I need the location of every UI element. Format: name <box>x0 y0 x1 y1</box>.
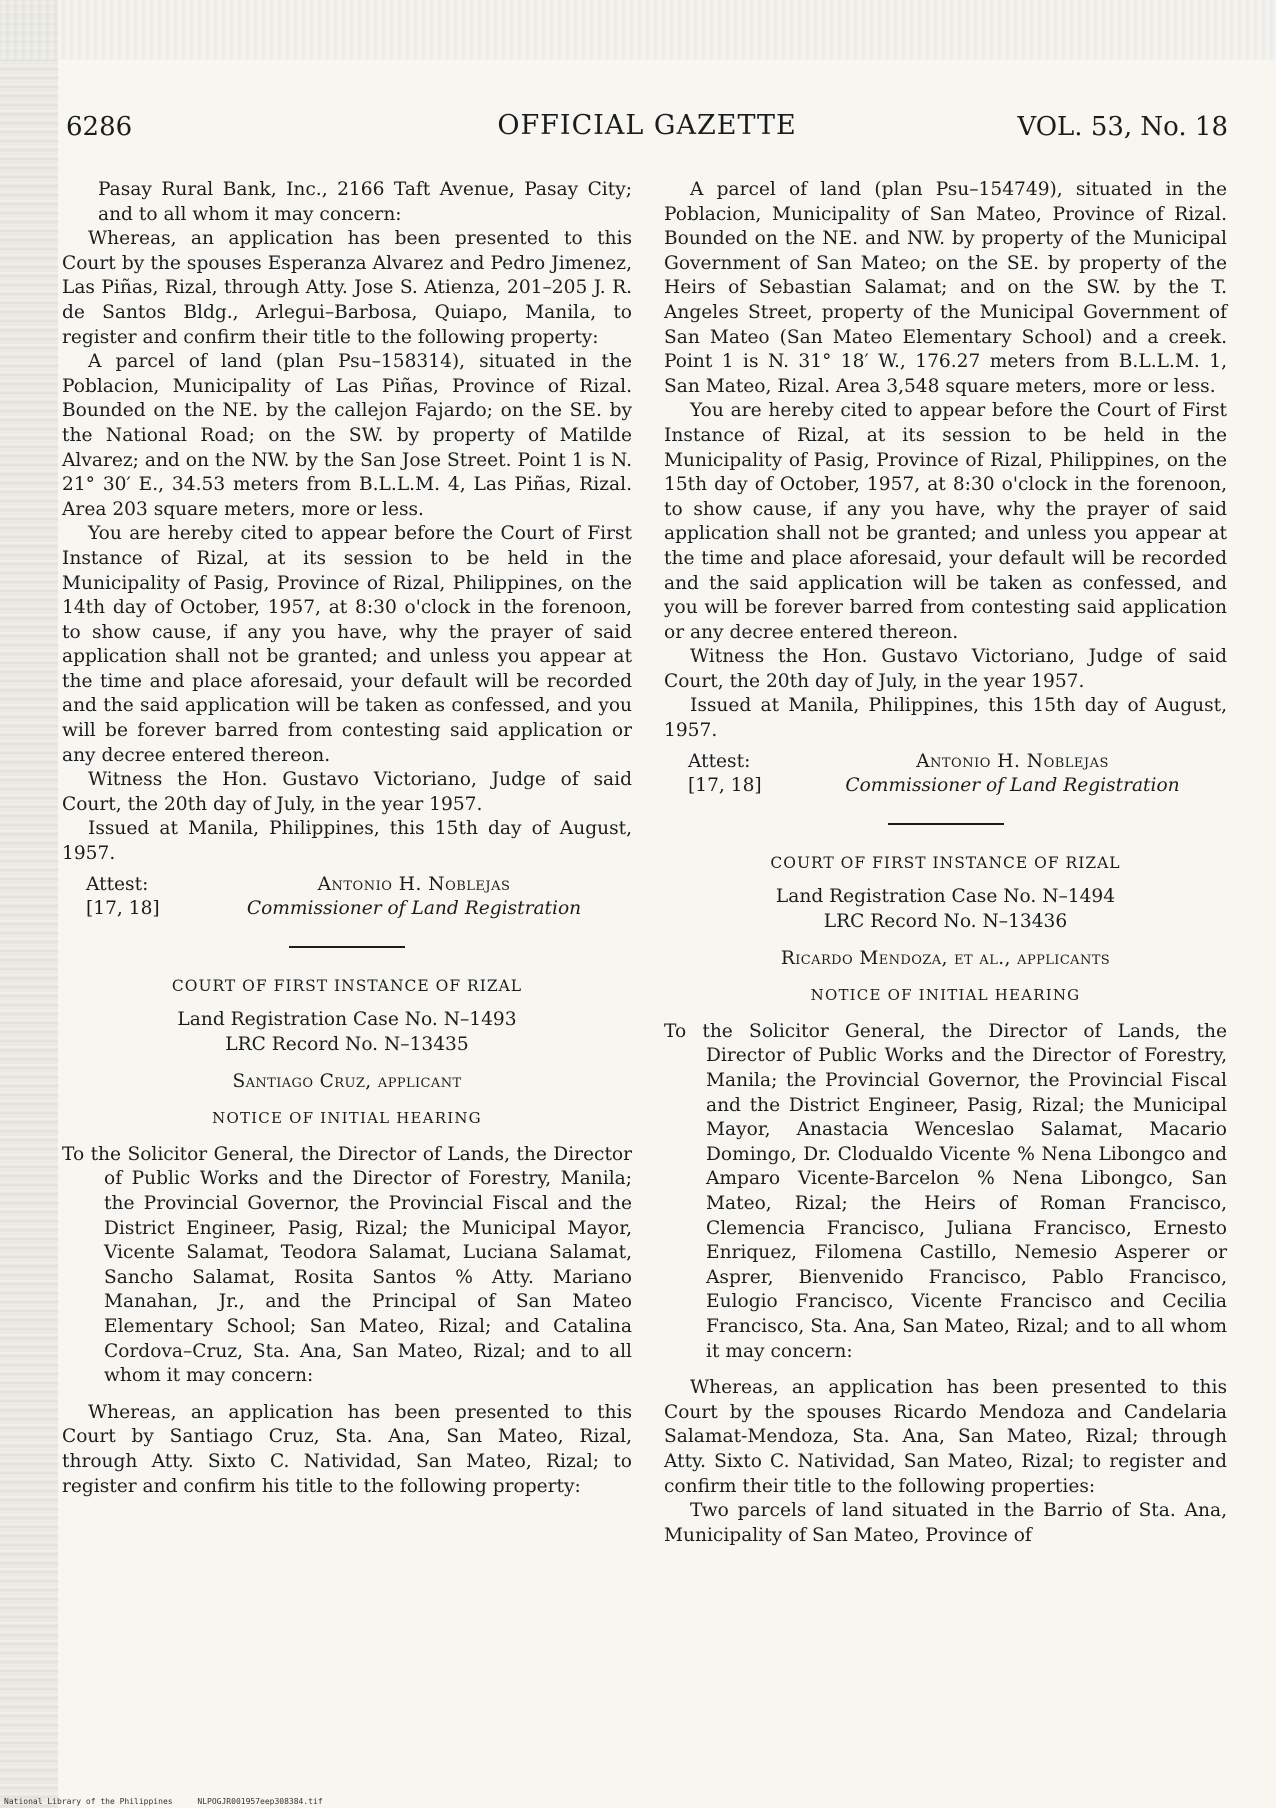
left-citation: You are hereby cited to appear before the Court of First Instance of Rizal, at its session to be held in the Municipality of Pasig, Province of Rizal, Philippines, on the 14th day of October, 1957, at 8:30 o'clock in the forenoon, to show cause, if any you have, why the prayer of said application shall not be granted; and unless you appear at the time and place aforesaid, your default will be recorded and the said application will be taken as confessed, and you will be forever barred from contesting said application or any decree entered thereon. <box>62 523 632 766</box>
section-divider <box>289 946 405 948</box>
attest-signatory: Antonio H. Noblejas <box>916 750 1109 772</box>
footer-library: National Library of the Philippines <box>4 1797 173 1806</box>
attest-title: Commissioner of Land Registration <box>845 775 1180 797</box>
court-heading: COURT OF FIRST INSTANCE OF RIZAL <box>171 976 523 995</box>
addressees: To the Solicitor General, the Director of Lands, the Director of Public Works and the Director of Forestry, Manila; the Provincial Governor, the Provincial Fiscal and the District Engineer, Pasig, Rizal; the Municipal Mayor, Vicente Salamat, Teodora Salamat, Luciana Salamat, Sancho Salamat, Rosita Santos % Atty. Mariano Manahan, Jr., and the Principal of San Mateo Elementary School; San Mateo, Rizal; and Catalina Cordova–Cruz, Sta. Ana, San Mateo, Rizal; and to all whom it may concern: <box>62 1143 632 1387</box>
page-header <box>66 108 1228 148</box>
left-parcel-description: A parcel of land (plan Psu–158314), situated in the Poblacion, Municipality of Las Piñas, Province of Rizal. Bounded on the NE. by the callejon Fajardo; on the SE. by the National Road; on the SW. by property of Matilde Alvarez; and on the NW. by the San Jose Street. Point 1 is N. 21° 30′ E., 34.53 meters from B.L.L.M. 4, Las Piñas, Rizal. Area 203 square meters, more or less. <box>62 351 632 520</box>
left-addressees-end: Pasay Rural Bank, Inc., 2166 Taft Avenue, Pasay City; and to all whom it may concern: <box>98 179 632 225</box>
applicant-line: Santiago Cruz, applicant <box>232 1070 462 1092</box>
attest-issue-numbers: [17, 18] <box>86 898 160 920</box>
attest-signatory: Antonio H. Noblejas <box>317 873 511 895</box>
lrc-record: LRC Record No. N–13435 <box>225 1034 469 1055</box>
volume-number: VOL. 53, No. 18 <box>1017 112 1228 142</box>
left-witness: Witness the Hon. Gustavo Victoriano, Judge of said Court, the 20th day of July, in the year 1957. <box>62 769 632 815</box>
scan-edge-shadow <box>0 0 58 1808</box>
left-whereas: Whereas, an application has been presented to this Court by the spouses Esperanza Alvarez and Pedro Jimenez, Las Piñas, Rizal, through Atty. Jose S. Atienza, 201–205 J. R. de Santos Bldg., Arlegui–Barbosa, Quiapo, Manila, to register and confirm their title to the following property: <box>62 228 632 348</box>
applicant-line: Ricardo Mendoza, et al., applicants <box>780 947 1111 969</box>
left-attest-block <box>86 873 632 922</box>
left-whereas-2: Whereas, an application has been presented to this Court by Santiago Cruz, Sta. Ana, San Mateo, Rizal, through Atty. Sixto C. Natividad, San Mateo, Rizal; to register and confirm his title to the following property: <box>62 1401 632 1497</box>
notice-heading: NOTICE OF INITIAL HEARING <box>810 986 1081 1005</box>
right-attest-block <box>688 750 1227 799</box>
notice-heading: NOTICE OF INITIAL HEARING <box>212 1109 482 1128</box>
attest-issue-numbers: [17, 18] <box>688 775 762 797</box>
publication-title: OFFICIAL GAZETTE <box>497 110 797 141</box>
page-number: 6286 <box>66 112 133 142</box>
right-issued: Issued at Manila, Philippines, this 15th day of August, 1957. <box>664 695 1227 742</box>
left-issued: Issued at Manila, Philippines, this 15th day of August, 1957. <box>62 818 632 865</box>
right-two-parcels: Two parcels of land situated in the Barrio of Sta. Ana, Municipality of San Mateo, Province of <box>664 1500 1227 1546</box>
right-whereas: Whereas, an application has been presented to this Court by the spouses Ricardo Mendoza and Candelaria Salamat-Mendoza, Sta. Ana, San Mateo, Rizal; through Atty. Sixto C. Natividad, San Mateo, Rizal; to register and confirm their title to the following properties: <box>664 1377 1227 1497</box>
right-column <box>664 178 1227 1548</box>
attest-label: Attest: <box>688 750 751 772</box>
right-citation: You are hereby cited to appear before the Court of First Instance of Rizal, at its session to be held in the Municipality of Pasig, Province of Rizal, Philippines, on the 15th day of October, 1957, at 8:30 o'clock in the forenoon, to show cause, if any you have, why the prayer of said application shall not be granted; and unless you appear at the time and place aforesaid, your default will be recorded and the said application will be taken as confessed, and you will be forever barred from contesting said application or any decree entered thereon. <box>664 400 1227 643</box>
scan-footer <box>4 1797 343 1806</box>
attest-label: Attest: <box>86 873 149 895</box>
attest-title: Commissioner of Land Registration <box>246 898 582 920</box>
right-parcel-description: A parcel of land (plan Psu–154749), situated in the Poblacion, Municipality of San Mateo, Province of Rizal. Bounded on the NE. and NW. by property of the Municipal Government of San Mateo; on the SE. by property of the Heirs of Sebastian Salamat; and on the SW. by the T. Angeles Street, property of the Municipal Government of San Mateo (San Mateo Elementary School) and a creek. Point 1 is N. 31° 18′ W., 176.27 meters from B.L.L.M. 1, San Mateo, Rizal. Area 3,548 square meters, more or less. <box>664 179 1227 397</box>
left-column <box>62 178 632 1499</box>
right-witness: Witness the Hon. Gustavo Victoriano, Judge of said Court, the 20th day of July, in the year 1957. <box>664 646 1227 692</box>
case-number: Land Registration Case No. N–1494 <box>775 886 1116 908</box>
court-heading: COURT OF FIRST INSTANCE OF RIZAL <box>770 853 1121 872</box>
addressees: To the Solicitor General, the Director of Lands, the Director of Public Works and the Director of Forestry, Manila; the Provincial Governor, the Provincial Fiscal and the District Engineer, Pasig, Rizal; the Municipal Mayor, Anastacia Wenceslao Salamat, Macario Domingo, Dr. Clodualdo Vicente % Nena Libongco and Amparo Vicente-Barcelon % Nena Libongco, San Mateo, Rizal; the Heirs of Roman Francisco, Clemencia Francisco, Juliana Francisco, Ernesto Enriquez, Filomena Castillo, Nemesio Asperer or Asprer, Bienvenido Francisco, Pablo Francisco, Eulogio Francisco, Vicente Francisco and Cecilia Francisco, Sta. Ana, San Mateo, Rizal; and to all whom it may concern: <box>664 1020 1227 1362</box>
scan-top-noise <box>0 0 1276 60</box>
section-divider <box>888 823 1004 825</box>
case-number: Land Registration Case No. N–1493 <box>177 1009 517 1031</box>
lrc-record: LRC Record No. N–13436 <box>823 911 1068 933</box>
footer-file: NLPOGJR001957eep308384.tif <box>197 1797 323 1806</box>
